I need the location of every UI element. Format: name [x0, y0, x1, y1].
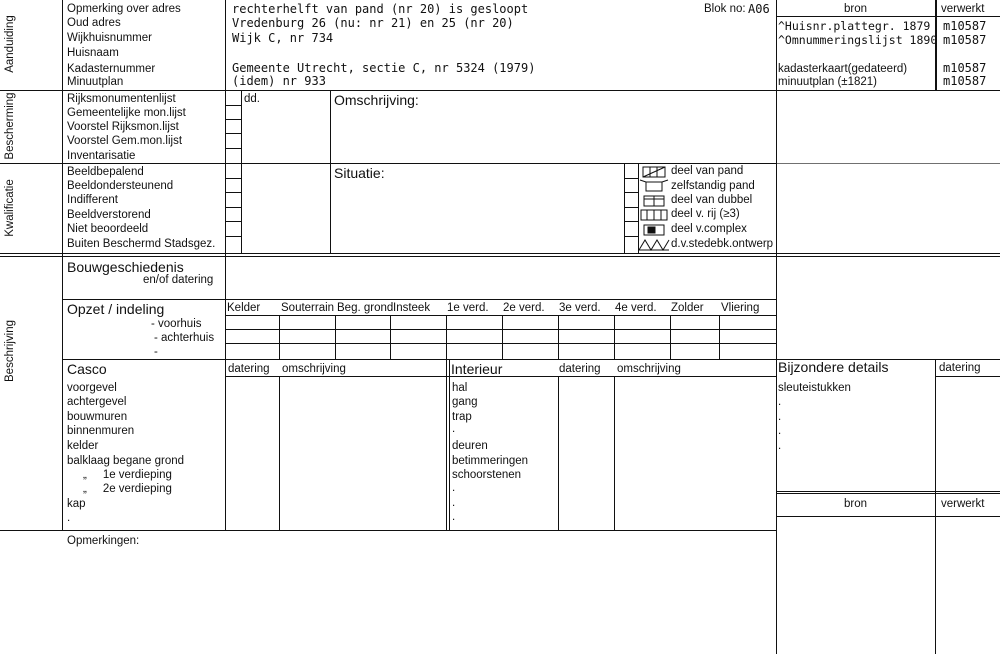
label-gemeentelijke-mon-lijst: Gemeentelijke mon.lijst	[67, 107, 186, 119]
casco-item-kelder: kelder	[67, 440, 99, 452]
opzet-col-insteek: Insteek	[393, 302, 431, 314]
section-label-bescherming: Bescherming	[4, 92, 16, 160]
casco-item-kap: kap	[67, 498, 86, 510]
casco-item-voorgevel: voorgevel	[67, 382, 117, 394]
interieur-item-trap: trap	[452, 411, 472, 423]
bijzondere-item-1: sleuteistukken	[778, 382, 851, 394]
interieur-item-10: .	[452, 511, 456, 523]
situatie-option-5: deel v.complex	[671, 223, 747, 235]
situatie-option-6: d.v.stedebk.ontwerp	[671, 238, 774, 250]
value-oud-adres: Vredenburg 26 (nu: nr 21) en 25 (nr 20)	[232, 16, 514, 30]
zelfstandig-pand-icon	[640, 180, 668, 191]
casco-item-bouwmuren: bouwmuren	[67, 411, 128, 423]
bijzondere-title: Bijzondere details	[778, 359, 889, 375]
opzet-col-souterrain: Souterrain	[281, 302, 335, 314]
label-beeldondersteunend: Beeldondersteunend	[67, 180, 174, 192]
label-voorstel-gem-mon-lijst: Voorstel Gem.mon.lijst	[67, 135, 183, 147]
opzet-col-3e-verd: 3e verd.	[559, 302, 601, 314]
bijzondere-item-5: .	[778, 440, 782, 452]
opzet-col-beg-grond: Beg. grond	[337, 302, 394, 314]
opzet-col-vliering: Vliering	[721, 302, 760, 314]
deel-van-dubbel-icon	[644, 196, 664, 206]
interieur-item-8: .	[452, 482, 456, 494]
bijzondere-datering: datering	[939, 362, 981, 374]
section-label-aanduiding: Aanduiding	[4, 15, 16, 73]
interieur-title: Interieur	[451, 361, 503, 377]
casco-title: Casco	[67, 361, 107, 377]
blok-label: Blok no:	[704, 3, 746, 15]
opzet-row-3: -	[154, 346, 158, 358]
label-beeldbepalend: Beeldbepalend	[67, 166, 144, 178]
label-inventarisatie: Inventarisatie	[67, 150, 136, 162]
label-oud-adres: Oud adres	[67, 17, 121, 29]
casco-item-achtergevel: achtergevel	[67, 396, 127, 408]
bron-row-1: ^Huisnr.plattegr. 1879	[778, 19, 931, 33]
bron-row-4: minuutplan (±1821)	[778, 76, 878, 88]
bron-row-2: ^Omnummeringslijst 1890	[778, 33, 938, 47]
label-huisnaam: Huisnaam	[67, 47, 119, 59]
interieur-item-schoorstenen: schoorstenen	[452, 469, 522, 481]
casco-item-1e-verdieping: „ 1e verdieping	[83, 469, 172, 481]
stedebk-ontwerp-icon	[639, 240, 669, 250]
verwerkt-row-3: m10587	[943, 61, 987, 75]
omschrijving-label: Omschrijving:	[334, 92, 419, 108]
bijzondere-item-3: .	[778, 411, 782, 423]
deel-v-rij-icon	[641, 210, 667, 220]
label-kadasternummer: Kadasternummer	[67, 63, 156, 75]
bijzondere-bron: bron	[843, 498, 868, 510]
bouwgeschiedenis-title: Bouwgeschiedenis	[67, 259, 184, 275]
interieur-item-gang: gang	[452, 396, 478, 408]
situatie-option-3: deel van dubbel	[671, 194, 753, 206]
situatie-option-1: deel van pand	[671, 165, 744, 177]
label-indifferent: Indifferent	[67, 194, 118, 206]
value-kadasternummer: Gemeente Utrecht, sectie C, nr 5324 (1979)	[232, 61, 536, 75]
opzet-col-zolder: Zolder	[671, 302, 704, 314]
label-wijkhuisnummer: Wijkhuisnummer	[67, 32, 152, 44]
opmerkingen-label: Opmerkingen:	[67, 535, 140, 547]
dd-label: dd.	[244, 93, 260, 105]
bijzondere-item-4: .	[778, 425, 782, 437]
label-opmerking-adres: Opmerking over adres	[67, 3, 181, 15]
value-opmerking-adres: rechterhelft van pand (nr 20) is gesloopt	[232, 2, 529, 16]
casco-item-2e-verdieping: „ 2e verdieping	[83, 483, 172, 495]
label-beeldverstorend: Beeldverstorend	[67, 209, 151, 221]
interieur-omschrijving: omschrijving	[617, 363, 681, 375]
interieur-item-betimmeringen: betimmeringen	[452, 455, 529, 467]
opzet-row-achterhuis: - achterhuis	[154, 332, 215, 344]
bijzondere-verwerkt: verwerkt	[941, 498, 985, 510]
verwerkt-row-1: m10587	[943, 19, 987, 33]
verwerkt-row-2: m10587	[943, 33, 987, 47]
situatie-option-4: deel v. rij (≥3)	[671, 208, 740, 220]
casco-omschrijving: omschrijving	[282, 363, 346, 375]
section-label-beschrijving: Beschrijving	[4, 320, 16, 382]
value-minuutplan: (idem) nr 933	[232, 74, 326, 88]
opzet-col-4e-verd: 4e verd.	[615, 302, 657, 314]
deel-van-pand-icon	[643, 167, 665, 177]
bijzondere-item-2: .	[778, 396, 782, 408]
opzet-col-2e-verd: 2e verd.	[503, 302, 545, 314]
value-wijkhuisnummer: Wijk C, nr 734	[232, 31, 334, 45]
bron-row-3: kadasterkaart(gedateerd)	[778, 63, 908, 75]
verwerkt-header: verwerkt	[941, 3, 985, 15]
blok-value: A06	[748, 2, 770, 16]
situatie-label: Situatie:	[334, 165, 385, 181]
label-voorstel-rijksmon-lijst: Voorstel Rijksmon.lijst	[67, 121, 179, 133]
deel-v-complex-icon	[644, 225, 664, 235]
interieur-item-4: .	[452, 423, 456, 435]
opzet-col-1e-verd: 1e verd.	[447, 302, 489, 314]
interieur-item-hal: hal	[452, 382, 468, 394]
bron-header: bron	[843, 3, 868, 15]
interieur-datering: datering	[559, 363, 601, 375]
casco-datering: datering	[228, 363, 270, 375]
opzet-col-kelder: Kelder	[227, 302, 261, 314]
label-minuutplan: Minuutplan	[67, 76, 124, 88]
casco-item-balklaag: balklaag begane grond	[67, 455, 185, 467]
opzet-title: Opzet / indeling	[67, 301, 165, 317]
label-rijksmonumentenlijst: Rijksmonumentenlijst	[67, 93, 176, 105]
label-buiten-beschermd: Buiten Beschermd Stadsgez.	[67, 238, 216, 250]
section-label-kwalificatie: Kwalificatie	[4, 179, 16, 237]
label-niet-beoordeeld: Niet beoordeeld	[67, 223, 149, 235]
bouwgeschiedenis-subtitle: en/of datering	[143, 274, 214, 286]
situatie-option-2: zelfstandig pand	[671, 180, 755, 192]
interieur-item-9: .	[452, 497, 456, 509]
opzet-row-voorhuis: - voorhuis	[151, 318, 202, 330]
casco-item-blank: .	[67, 512, 71, 524]
interieur-item-deuren: deuren	[452, 440, 488, 452]
verwerkt-row-4: m10587	[943, 74, 987, 88]
casco-item-binnenmuren: binnenmuren	[67, 425, 135, 437]
